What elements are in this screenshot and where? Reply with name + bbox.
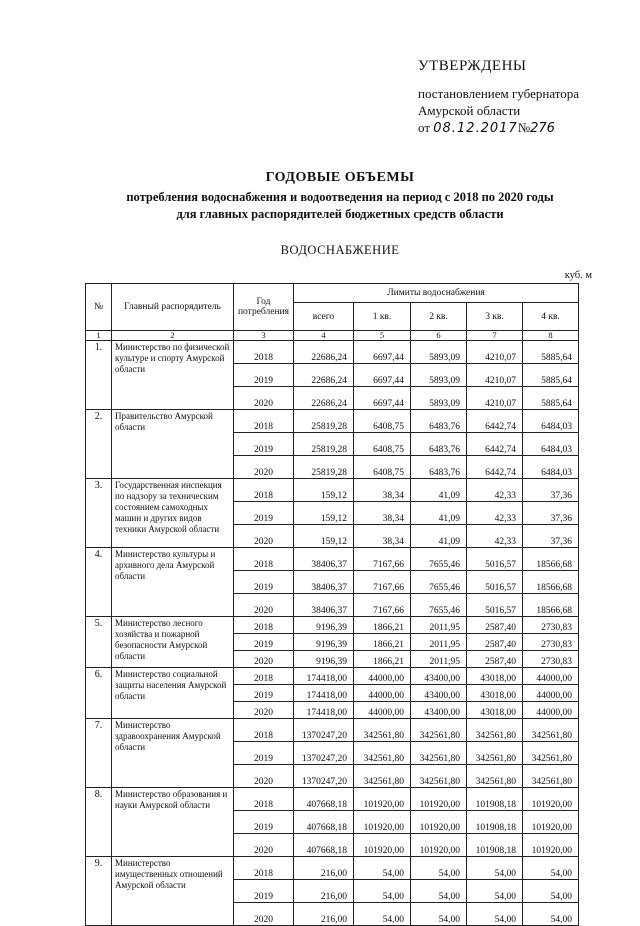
cell-q2: 54,00 [411, 880, 467, 903]
cell-total: 159,12 [294, 502, 354, 525]
row-number: 6. [86, 668, 112, 719]
cell-q1: 342561,80 [354, 765, 411, 788]
cell-q3: 101908,18 [467, 834, 523, 857]
cell-q2: 54,00 [411, 857, 467, 880]
cell-year: 2020 [234, 387, 294, 410]
cell-q3: 342561,80 [467, 765, 523, 788]
row-manager-name: Министерство лесного хозяйства и пожарной безопасности Амурской области [112, 617, 234, 668]
cell-total: 1370247,20 [294, 719, 354, 742]
row-manager-name: Министерство образования и науки Амурской области [112, 788, 234, 857]
cell-q2: 6483,76 [411, 410, 467, 433]
row-manager-name: Министерство имущественных отношений Амурской области [112, 857, 234, 926]
cell-q1: 44000,00 [354, 685, 411, 702]
row-manager-name: Министерство здравоохранения Амурской области [112, 719, 234, 788]
cell-q2: 7655,46 [411, 571, 467, 594]
cell-q1: 54,00 [354, 857, 411, 880]
cell-q4: 54,00 [523, 857, 579, 880]
cell-q4: 6484,03 [523, 456, 579, 479]
cell-year: 2018 [234, 788, 294, 811]
cell-q3: 54,00 [467, 880, 523, 903]
cell-q4: 37,36 [523, 525, 579, 548]
water-supply-table [85, 283, 579, 926]
cell-total: 1370247,20 [294, 765, 354, 788]
cell-q3: 2587,40 [467, 617, 523, 634]
approval-date: 08.12.2017 [433, 121, 518, 136]
cell-total: 22686,24 [294, 387, 354, 410]
column-index: 7 [467, 331, 523, 341]
cell-q3: 2587,40 [467, 634, 523, 651]
cell-total: 38406,37 [294, 594, 354, 617]
table-body [86, 331, 579, 926]
column-index: 6 [411, 331, 467, 341]
row-number: 4. [86, 548, 112, 617]
cell-q4: 5885,64 [523, 364, 579, 387]
cell-q2: 7655,46 [411, 548, 467, 571]
header-no: № [86, 284, 112, 331]
cell-q4: 44000,00 [523, 685, 579, 702]
row-number: 8. [86, 788, 112, 857]
cell-q3: 42,33 [467, 525, 523, 548]
cell-q2: 43400,00 [411, 702, 467, 719]
cell-q4: 342561,80 [523, 742, 579, 765]
cell-q1: 6408,75 [354, 433, 411, 456]
cell-q1: 6408,75 [354, 410, 411, 433]
row-manager-name: Правительство Амурской области [112, 410, 234, 479]
cell-q1: 38,34 [354, 525, 411, 548]
cell-q4: 18566,68 [523, 571, 579, 594]
cell-total: 22686,24 [294, 364, 354, 387]
header-year: Год потребления [234, 284, 294, 331]
column-index-row [86, 331, 579, 341]
cell-q3: 6442,74 [467, 410, 523, 433]
row-number: 5. [86, 617, 112, 668]
cell-q2: 101920,00 [411, 811, 467, 834]
cell-year: 2019 [234, 880, 294, 903]
table-row [86, 548, 579, 571]
cell-year: 2020 [234, 903, 294, 926]
cell-q1: 54,00 [354, 903, 411, 926]
cell-total: 38406,37 [294, 571, 354, 594]
cell-q4: 54,00 [523, 903, 579, 926]
cell-q4: 2730,83 [523, 634, 579, 651]
cell-q1: 6697,44 [354, 364, 411, 387]
approval-block [418, 58, 633, 137]
cell-q2: 2011,95 [411, 617, 467, 634]
cell-total: 25819,28 [294, 456, 354, 479]
cell-q4: 44000,00 [523, 668, 579, 685]
cell-q3: 43018,00 [467, 685, 523, 702]
table-row [86, 668, 579, 685]
cell-q1: 7167,66 [354, 571, 411, 594]
approval-line-1: постановлением губернатора [418, 86, 580, 101]
cell-q3: 4210,07 [467, 341, 523, 364]
header-q4: 4 кв. [523, 303, 579, 331]
cell-q2: 41,09 [411, 502, 467, 525]
section-title: ВОДОСНАБЖЕНИЕ [280, 243, 400, 257]
approval-from-label: от [418, 120, 431, 135]
cell-q3: 4210,07 [467, 387, 523, 410]
cell-q2: 7655,46 [411, 594, 467, 617]
cell-q4: 54,00 [523, 880, 579, 903]
cell-q2: 41,09 [411, 479, 467, 502]
document-title [60, 170, 620, 222]
row-manager-name: Министерство культуры и архивного дела Амурской области [112, 548, 234, 617]
cell-year: 2018 [234, 719, 294, 742]
cell-year: 2019 [234, 811, 294, 834]
cell-year: 2019 [234, 364, 294, 387]
cell-q1: 7167,66 [354, 548, 411, 571]
cell-q3: 5016,57 [467, 548, 523, 571]
table-row [86, 617, 579, 634]
table-row [86, 410, 579, 433]
approval-number-label: № [517, 120, 531, 135]
title-line-2: потребления водоснабжения и водоотведения на период с 2018 по 2020 годы [126, 190, 554, 204]
cell-year: 2020 [234, 594, 294, 617]
cell-total: 22686,24 [294, 341, 354, 364]
approval-number: 276 [530, 121, 555, 136]
cell-q4: 18566,68 [523, 548, 579, 571]
cell-q3: 6442,74 [467, 456, 523, 479]
cell-year: 2020 [234, 525, 294, 548]
cell-q1: 6697,44 [354, 341, 411, 364]
cell-q4: 5885,64 [523, 341, 579, 364]
cell-q4: 6484,03 [523, 410, 579, 433]
cell-q1: 342561,80 [354, 742, 411, 765]
cell-year: 2019 [234, 502, 294, 525]
cell-q2: 5893,09 [411, 364, 467, 387]
column-index: 8 [523, 331, 579, 341]
cell-q4: 101920,00 [523, 811, 579, 834]
table-row [86, 719, 579, 742]
cell-q4: 5885,64 [523, 387, 579, 410]
cell-total: 174418,00 [294, 702, 354, 719]
cell-q3: 101908,18 [467, 811, 523, 834]
cell-q1: 101920,00 [354, 834, 411, 857]
cell-q2: 342561,80 [411, 765, 467, 788]
cell-year: 2020 [234, 765, 294, 788]
cell-year: 2018 [234, 617, 294, 634]
cell-year: 2018 [234, 857, 294, 880]
cell-q1: 6697,44 [354, 387, 411, 410]
cell-year: 2020 [234, 702, 294, 719]
cell-q3: 6442,74 [467, 433, 523, 456]
cell-year: 2020 [234, 456, 294, 479]
cell-q3: 342561,80 [467, 719, 523, 742]
unit-label: куб. м [564, 270, 592, 281]
cell-q1: 38,34 [354, 502, 411, 525]
cell-q1: 44000,00 [354, 702, 411, 719]
title-line-3: для главных распорядителей бюджетных средств области [176, 207, 504, 221]
cell-q3: 342561,80 [467, 742, 523, 765]
cell-year: 2020 [234, 834, 294, 857]
cell-q4: 342561,80 [523, 719, 579, 742]
row-manager-name: Министерство по физической культуре и спорту Амурской области [112, 341, 234, 410]
row-number: 9. [86, 857, 112, 926]
cell-total: 25819,28 [294, 410, 354, 433]
table-row [86, 857, 579, 880]
column-index: 5 [354, 331, 411, 341]
cell-total: 9196,39 [294, 634, 354, 651]
cell-q4: 101920,00 [523, 834, 579, 857]
cell-q1: 38,34 [354, 479, 411, 502]
cell-year: 2018 [234, 341, 294, 364]
column-index: 1 [86, 331, 112, 341]
cell-q4: 37,36 [523, 479, 579, 502]
cell-year: 2019 [234, 742, 294, 765]
cell-q2: 41,09 [411, 525, 467, 548]
table-row [86, 341, 579, 364]
cell-q1: 6408,75 [354, 456, 411, 479]
cell-total: 159,12 [294, 479, 354, 502]
cell-q2: 54,00 [411, 903, 467, 926]
cell-q3: 42,33 [467, 502, 523, 525]
cell-q2: 101920,00 [411, 788, 467, 811]
header-manager: Главный распорядитель [112, 284, 234, 331]
row-number: 2. [86, 410, 112, 479]
cell-year: 2019 [234, 685, 294, 702]
column-index: 3 [234, 331, 294, 341]
cell-q4: 101920,00 [523, 788, 579, 811]
cell-q2: 2011,95 [411, 634, 467, 651]
cell-q1: 54,00 [354, 880, 411, 903]
row-number: 1. [86, 341, 112, 410]
cell-q3: 101908,18 [467, 788, 523, 811]
approval-date-line [418, 119, 633, 137]
cell-q1: 342561,80 [354, 719, 411, 742]
row-manager-name: Государственная инспекция по надзору за техническим состоянием самоходных машин и других видов техники Амурской области [112, 479, 234, 548]
cell-q3: 42,33 [467, 479, 523, 502]
cell-year: 2019 [234, 433, 294, 456]
column-index: 2 [112, 331, 234, 341]
cell-total: 1370247,20 [294, 742, 354, 765]
header-q3: 3 кв. [467, 303, 523, 331]
cell-q2: 5893,09 [411, 387, 467, 410]
cell-year: 2018 [234, 410, 294, 433]
cell-q3: 5016,57 [467, 594, 523, 617]
cell-q1: 101920,00 [354, 788, 411, 811]
header-limits: Лимиты водоснабжения [294, 284, 579, 303]
row-number: 7. [86, 719, 112, 788]
cell-q3: 43018,00 [467, 668, 523, 685]
cell-q2: 2011,95 [411, 651, 467, 668]
cell-q2: 5893,09 [411, 341, 467, 364]
cell-q4: 37,36 [523, 502, 579, 525]
cell-q2: 43400,00 [411, 668, 467, 685]
cell-q2: 43400,00 [411, 685, 467, 702]
cell-total: 159,12 [294, 525, 354, 548]
cell-total: 216,00 [294, 857, 354, 880]
cell-total: 174418,00 [294, 685, 354, 702]
cell-year: 2019 [234, 634, 294, 651]
cell-q4: 18566,68 [523, 594, 579, 617]
cell-q3: 4210,07 [467, 364, 523, 387]
cell-q1: 1866,21 [354, 651, 411, 668]
table-row [86, 479, 579, 502]
cell-total: 25819,28 [294, 433, 354, 456]
cell-q2: 6483,76 [411, 433, 467, 456]
cell-q3: 54,00 [467, 903, 523, 926]
approval-line-2: Амурской области [418, 103, 521, 118]
column-index: 4 [294, 331, 354, 341]
header-total: всего [294, 303, 354, 331]
cell-total: 9196,39 [294, 651, 354, 668]
cell-year: 2020 [234, 651, 294, 668]
cell-total: 38406,37 [294, 548, 354, 571]
cell-q1: 1866,21 [354, 617, 411, 634]
cell-q3: 54,00 [467, 857, 523, 880]
cell-q4: 2730,83 [523, 651, 579, 668]
cell-q3: 5016,57 [467, 571, 523, 594]
cell-q1: 101920,00 [354, 811, 411, 834]
header-q2: 2 кв. [411, 303, 467, 331]
cell-total: 174418,00 [294, 668, 354, 685]
approval-heading: УТВЕРЖДЕНЫ [418, 58, 527, 74]
cell-q3: 43018,00 [467, 702, 523, 719]
cell-q1: 44000,00 [354, 668, 411, 685]
table-row [86, 788, 579, 811]
cell-total: 9196,39 [294, 617, 354, 634]
cell-q4: 342561,80 [523, 765, 579, 788]
cell-q2: 342561,80 [411, 719, 467, 742]
cell-year: 2018 [234, 479, 294, 502]
cell-year: 2019 [234, 571, 294, 594]
title-line-1: ГОДОВЫЕ ОБЪЕМЫ [265, 170, 415, 185]
row-manager-name: Министерство социальной защиты населения Амурской области [112, 668, 234, 719]
cell-q4: 2730,83 [523, 617, 579, 634]
cell-q3: 2587,40 [467, 651, 523, 668]
cell-total: 407668,18 [294, 788, 354, 811]
cell-q1: 7167,66 [354, 594, 411, 617]
cell-q4: 44000,00 [523, 702, 579, 719]
cell-q2: 6483,76 [411, 456, 467, 479]
cell-total: 216,00 [294, 903, 354, 926]
cell-total: 216,00 [294, 880, 354, 903]
cell-total: 407668,18 [294, 811, 354, 834]
cell-q2: 101920,00 [411, 834, 467, 857]
cell-total: 407668,18 [294, 834, 354, 857]
header-q1: 1 кв. [354, 303, 411, 331]
cell-q1: 1866,21 [354, 634, 411, 651]
cell-q2: 342561,80 [411, 742, 467, 765]
cell-q4: 6484,03 [523, 433, 579, 456]
row-number: 3. [86, 479, 112, 548]
cell-year: 2018 [234, 668, 294, 685]
cell-year: 2018 [234, 548, 294, 571]
